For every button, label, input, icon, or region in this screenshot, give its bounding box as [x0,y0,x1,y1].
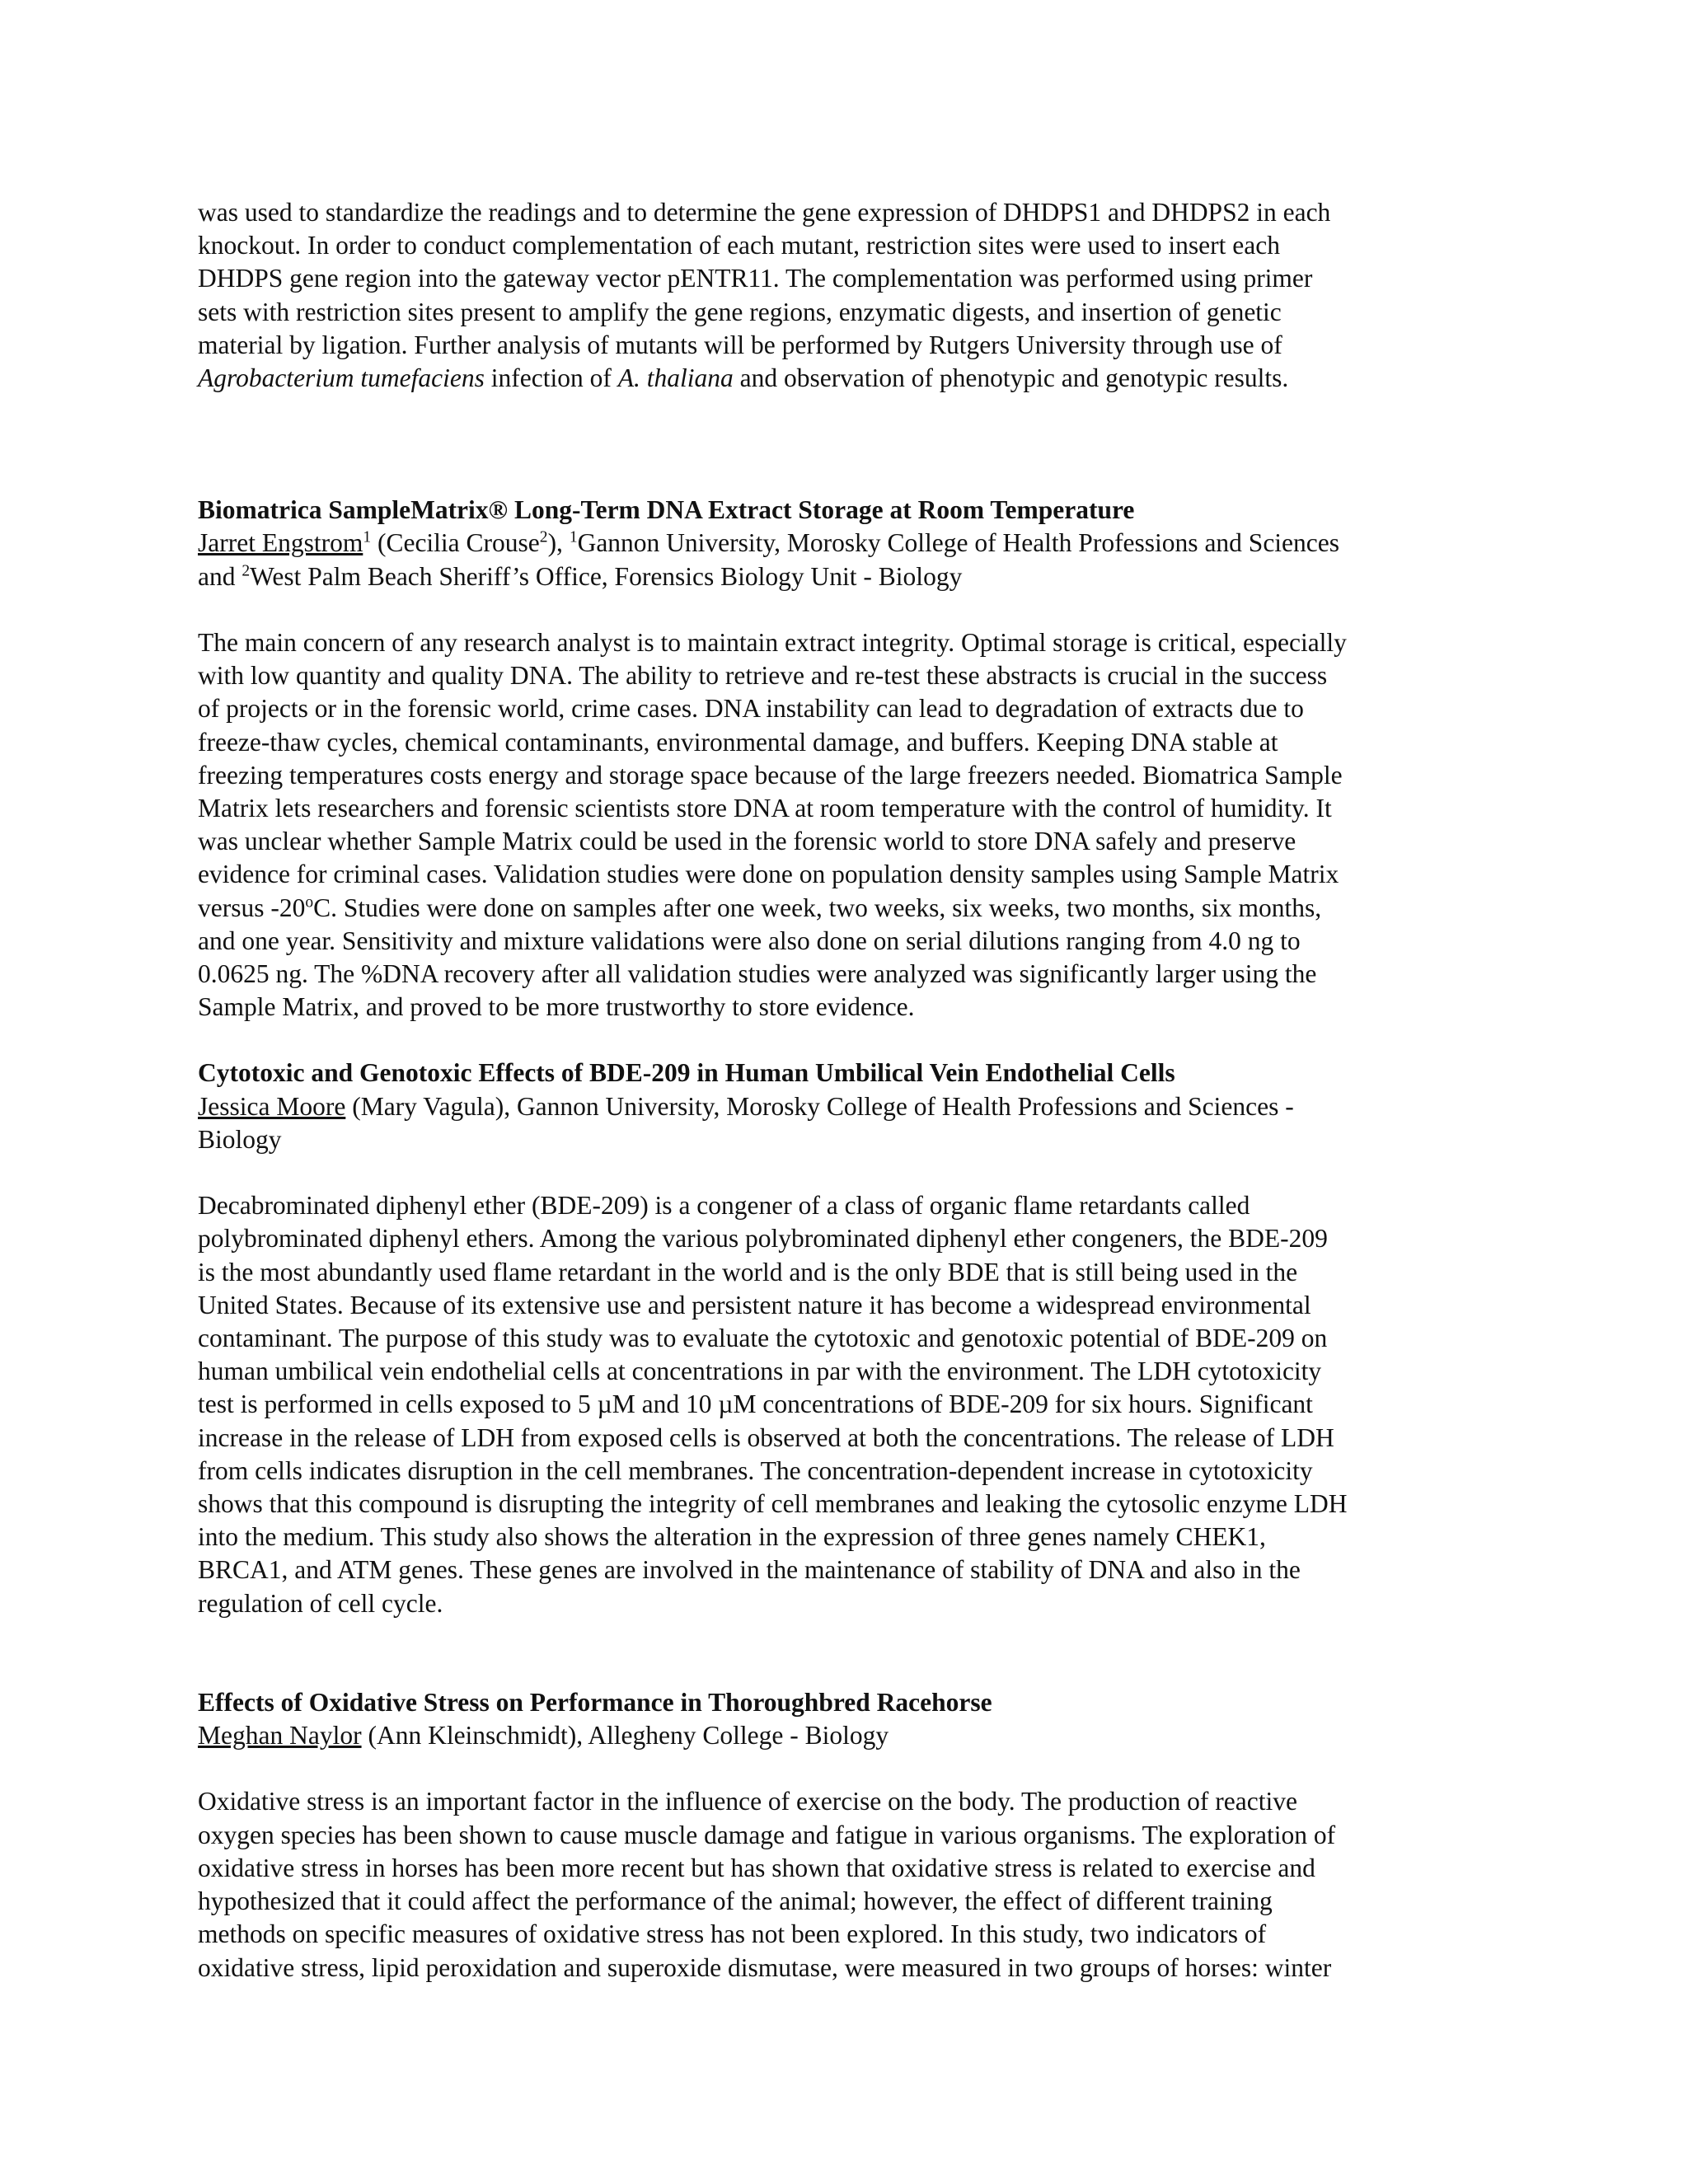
abstract-byline: Meghan Naylor (Ann Kleinschmidt), Allegheny College - Biology [198,1721,889,1750]
abstract-title: Effects of Oxidative Stress on Performance in Thoroughbred Racehorse [198,1687,992,1717]
body-line: from cells indicates disruption in the cell membranes. The concentration-dependent increase in cytotoxicity [198,1455,1313,1485]
abstract-byline: Jessica Moore (Mary Vagula), Gannon University, Morosky College of Health Professions and Sciences - [198,1091,1294,1121]
body-line: freeze-thaw cycles, chemical contaminants, environmental damage, and buffers. Keeping DNA stable at [198,727,1278,757]
intro-paragraph [198,196,1500,395]
body-line: BRCA1, and ATM genes. These genes are involved in the maintenance of stability of DNA and also in the [198,1555,1301,1585]
body-line: Oxidative stress is an important factor in the influence of exercise on the body. The production of reactive [198,1787,1297,1816]
abstract-title: Biomatrica SampleMatrix® Long-Term DNA Extract Storage at Room Temperature [198,495,1135,525]
body-line: versus -20$^o$C. Studies were done on samples after one week, two weeks, six weeks, two months, six months, [198,893,1322,922]
body-line: Matrix lets researchers and forensic scientists store DNA at room temperature with the control of humidity. It [198,794,1332,823]
body-line: and one year. Sensitivity and mixture validations were also done on serial dilutions ranging from 4.0 ng to [198,926,1301,955]
body-line: Sample Matrix, and proved to be more trustworthy to store evidence. [198,992,915,1022]
intro-last-line: Agrobacterium tumefaciens infection of A. thaliana and observation of phenotypic and genotypic results. [198,363,1289,393]
abstract-section [198,1686,1500,1985]
abstract-body [198,1785,1500,1984]
abstract-byline-cont: Biology [198,1124,282,1154]
body-line: freezing temperatures costs energy and storage space because of the large freezers needed. Biomatrica Sample [198,760,1343,790]
body-line: hypothesized that it could affect the performance of the animal; however, the effect of different training [198,1886,1273,1916]
body-line: human umbilical vein endothelial cells at concentrations in par with the environment. The LDH cytotoxicity [198,1357,1322,1386]
body-line: is the most abundantly used flame retardant in the world and is the only BDE that is still being used in the [198,1257,1298,1286]
presenter-name: Meghan Naylor [198,1721,362,1750]
body-line: contaminant. The purpose of this study was to evaluate the cytotoxic and genotoxic potential of BDE-209 on [198,1324,1328,1353]
species-name: Agrobacterium tumefaciens [198,363,485,393]
body-line: regulation of cell cycle. [198,1588,443,1618]
body-line: Decabrominated diphenyl ether (BDE-209) is a congener of a class of organic flame retardants called [198,1191,1250,1221]
body-line: of projects or in the forensic world, crime cases. DNA instability can lead to degradation of extracts due to [198,694,1304,724]
abstract-byline-cont: and $^2$West Palm Beach Sheriff’s Office, Forensics Biology Unit - Biology [198,561,963,591]
affiliation: West Palm Beach Sheriff’s Office, Forensics Biology Unit - Biology [250,561,963,591]
intro-line: sets with restriction sites present to amplify the gene regions, enzymatic digests, and insertion of genetic [198,297,1282,326]
body-line: with low quantity and quality DNA. The ability to retrieve and re-test these abstracts is crucial in the success [198,661,1328,691]
abstract-section [198,494,1500,1024]
abstract-body [198,1189,1500,1620]
abstract-section [198,1057,1500,1619]
body-line: The main concern of any research analyst is to maintain extract integrity. Optimal storage is critical, especially [198,628,1347,658]
body-line: oxidative stress in horses has been more recent but has shown that oxidative stress is related to exercise and [198,1853,1315,1882]
body-line: oxygen species has been shown to cause muscle damage and fatigue in various organisms. The exploration of [198,1820,1336,1849]
body-line: into the medium. This study also shows the alteration in the expression of three genes namely CHEK1, [198,1522,1266,1552]
abstract-byline: Jarret Engstrom$^1$ (Cecilia Crouse$^2$), $^1$Gannon University, Morosky College of Health Professions and Sciences [198,528,1339,558]
presenter-name: Jarret Engstrom [198,528,363,558]
intro-line: material by ligation. Further analysis of mutants will be performed by Rutgers University through use of [198,330,1282,359]
body-line: methods on specific measures of oxidative stress has not been explored. In this study, two indicators of [198,1919,1267,1949]
abstract-title: Cytotoxic and Genotoxic Effects of BDE-209 in Human Umbilical Vein Endothelial Cells [198,1058,1175,1088]
presenter-name: Jessica Moore [198,1091,346,1121]
intro-line: was used to standardize the readings and to determine the gene expression of DHDPS1 and DHDPS2 in each [198,198,1331,227]
intro-line: knockout. In order to conduct complementation of each mutant, restriction sites were used to insert each [198,231,1280,260]
body-line: increase in the release of LDH from exposed cells is observed at both the concentrations. The release of LDH [198,1422,1334,1452]
body-line: polybrominated diphenyl ethers. Among the various polybrominated diphenyl ether congeners, the BDE-209 [198,1224,1328,1254]
body-line: United States. Because of its extensive use and persistent nature it has become a widespread environmental [198,1290,1311,1319]
body-line: evidence for criminal cases. Validation studies were done on population density samples using Sample Matrix [198,860,1339,889]
body-line: oxidative stress, lipid peroxidation and superoxide dismutase, were measured in two groups of horses: winter [198,1952,1332,1982]
document-page [198,196,1500,1985]
intro-line: DHDPS gene region into the gateway vector pENTR11. The complementation was performed using primer [198,264,1313,293]
body-line: was unclear whether Sample Matrix could be used in the forensic world to store DNA safely and preserve [198,827,1296,856]
body-line: shows that this compound is disrupting the integrity of cell membranes and leaking the cytosolic enzyme LDH [198,1489,1348,1519]
body-line: 0.0625 ng. The %DNA recovery after all validation studies were analyzed was significantly larger using the [198,959,1317,989]
abstract-body [198,626,1500,1024]
affiliation: Gannon University, Morosky College of Health Professions and Sciences [577,528,1339,558]
species-name: A. thaliana [617,363,734,393]
body-line: test is performed in cells exposed to 5 µM and 10 µM concentrations of BDE-209 for six hours. Significant [198,1390,1313,1419]
